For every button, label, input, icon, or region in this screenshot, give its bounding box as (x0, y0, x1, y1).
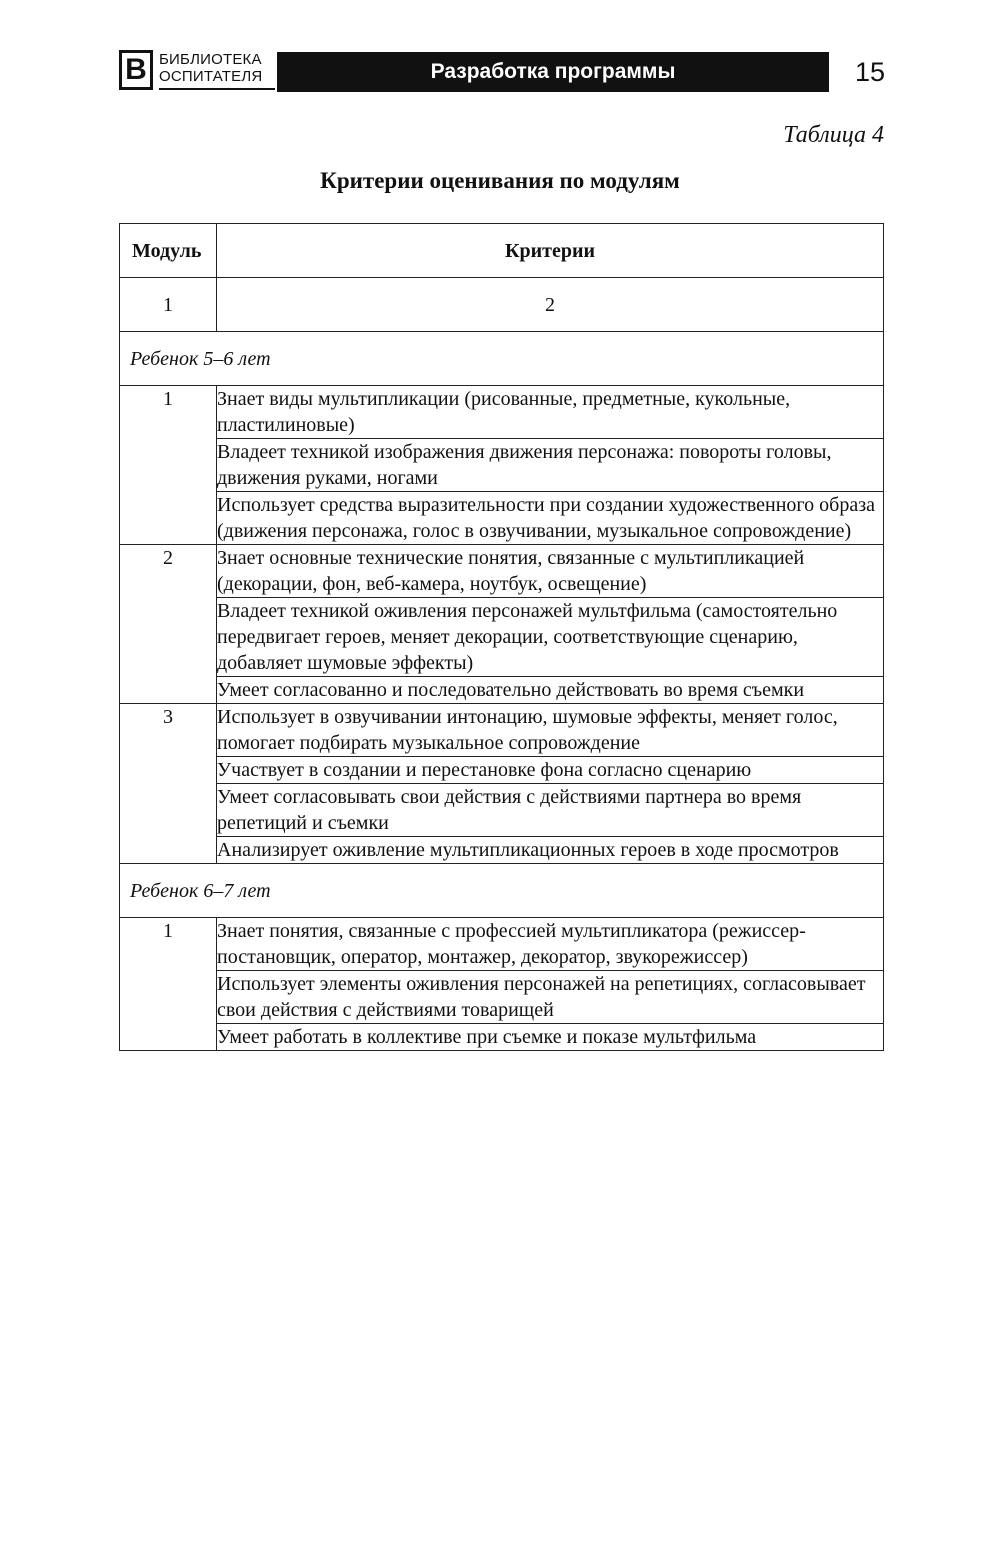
module-number: 1 (120, 386, 217, 545)
criterion-cell: Использует элементы оживления персонажей на репетициях, согласовывает свои действия с действиями товарищей (217, 971, 884, 1024)
column-number: 2 (217, 278, 884, 332)
criterion-cell: Умеет согласовывать свои действия с действиями партнера во время репетиций и съемки (217, 784, 884, 837)
age-group-row (120, 864, 884, 918)
table-row (120, 598, 884, 677)
section-title: Разработка программы (277, 52, 829, 92)
criterion-cell: Владеет техникой оживления персонажей мультфильма (самостоятельно передвигает героев, меняет декорации, соответствующие сценарию, добавляет шумовые эффекты) (217, 598, 884, 677)
table-row (120, 386, 884, 439)
table-label: Таблица 4 (783, 122, 884, 148)
logo-line-1: БИБЛИОТЕКА (159, 51, 262, 68)
table-row (120, 704, 884, 757)
library-logo (119, 48, 275, 94)
table-title: Критерии оценивания по модулям (320, 168, 680, 193)
criterion-cell: Анализирует оживление мультипликационных героев в ходе просмотров (217, 837, 884, 864)
criterion-cell: Участвует в создании и перестановке фона согласно сценарию (217, 757, 884, 784)
page-number: 15 (854, 56, 885, 87)
table-row (120, 971, 884, 1024)
logo-line-2: ОСПИТАТЕЛЯ (159, 68, 263, 85)
table-row (120, 837, 884, 864)
table-row (120, 757, 884, 784)
age-group-title: Ребенок 5–6 лет (120, 332, 884, 386)
logo-text (159, 51, 262, 85)
criterion-cell: Использует средства выразительности при создании художественного образа (движения персонажа, голос в озвучивании, музыкальное сопровождение) (217, 492, 884, 545)
table-row (120, 439, 884, 492)
column-number: 1 (120, 278, 217, 332)
page-header (119, 48, 885, 96)
criteria-table (119, 223, 884, 1051)
table-header-row (120, 224, 884, 278)
age-group-row (120, 332, 884, 386)
table-row (120, 545, 884, 598)
module-number: 3 (120, 704, 217, 864)
column-number-row (120, 278, 884, 332)
age-group-title: Ребенок 6–7 лет (120, 864, 884, 918)
column-header-module: Модуль (120, 224, 217, 278)
logo-letter: В (119, 50, 153, 90)
table-row (120, 784, 884, 837)
module-number: 2 (120, 545, 217, 704)
table-row (120, 918, 884, 971)
criterion-cell: Знает виды мультипликации (рисованные, предметные, кукольные, пластилиновые) (217, 386, 884, 439)
criterion-cell: Владеет техникой изображения движения персонажа: повороты головы, движения руками, ногами (217, 439, 884, 492)
table-row (120, 1024, 884, 1051)
table-row (120, 677, 884, 704)
module-number: 1 (120, 918, 217, 1051)
criterion-cell: Знает основные технические понятия, связанные с мультипликацией (декорации, фон, веб-камера, ноутбук, освещение) (217, 545, 884, 598)
criterion-cell: Знает понятия, связанные с профессией мультипликатора (режиссер-постановщик, оператор, монтажер, декоратор, звукорежиссер) (217, 918, 884, 971)
column-header-criteria: Критерии (217, 224, 884, 278)
criterion-cell: Умеет работать в коллективе при съемке и показе мультфильма (217, 1024, 884, 1051)
table-row (120, 492, 884, 545)
criterion-cell: Использует в озвучивании интонацию, шумовые эффекты, меняет голос, помогает подбирать музыкальное сопровождение (217, 704, 884, 757)
logo-underline (159, 88, 275, 90)
criterion-cell: Умеет согласованно и последовательно действовать во время съемки (217, 677, 884, 704)
